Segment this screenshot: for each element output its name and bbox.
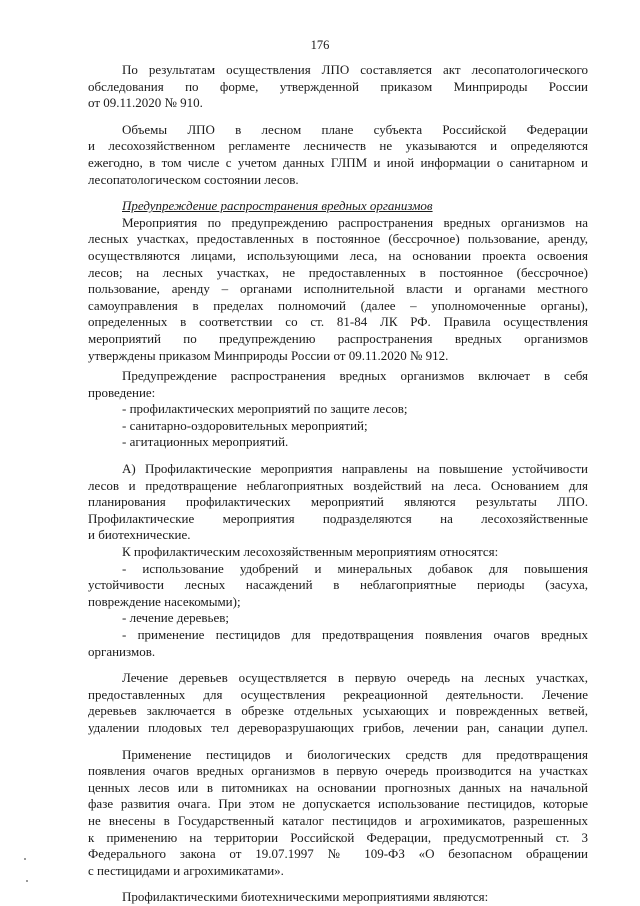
paragraph-forestry-measures: К профилактическим лесохозяйственным мероприятиям относятся: xyxy=(122,544,499,560)
text-line: и лесохозяйственном регламенте лесничеств не указываются и определяются xyxy=(88,138,588,154)
text-line: фазе развития очага. При этом не допускается использование пестицидов, которые xyxy=(88,796,588,812)
paragraph-biotechnical: Профилактическими биотехническими мероприятиями являются: xyxy=(122,889,489,905)
text-line: повреждение насекомыми); xyxy=(88,593,241,609)
text-line: Профилактические мероприятия подразделяются на лесохозяйственные xyxy=(88,510,588,526)
text-line: ценных лесов или в питомниках на основании прогнозных данных на начальной xyxy=(88,779,588,795)
page-body xyxy=(88,62,588,906)
text-line: Лечение деревьев осуществляется в первую очередь на лесных участках, xyxy=(122,670,588,686)
scan-speck xyxy=(26,880,28,882)
list-item: - использование удобрений и минеральных добавок для повышения xyxy=(122,560,588,576)
paragraph-lpo-act xyxy=(88,62,588,112)
list-item: - агитационных мероприятий. xyxy=(122,434,289,450)
text-line: и биотехнические. xyxy=(88,527,191,543)
text-line: обследования по форме, утвержденной приказом Минприроды России xyxy=(88,78,588,94)
text-line: Федерального закона от 19.07.1997 № 109-ФЗ «О безопасном обращении xyxy=(88,846,588,862)
text-line: лесов; на лесных участках, не предоставленных в постоянное (бессрочное) xyxy=(88,264,588,280)
text-line: А) Профилактические мероприятия направлены на повышение устойчивости xyxy=(122,461,588,477)
page-number: 176 xyxy=(310,38,330,52)
list-item: - лечение деревьев; xyxy=(122,610,229,626)
text-line: планирования профилактических мероприятий являются результаты ЛПО. xyxy=(88,494,588,510)
text-line: от 09.11.2020 № 910. xyxy=(88,95,203,111)
text-line: определенных в соответствии со ст. 81-84 ЛК РФ. Правила осуществления xyxy=(88,314,588,330)
text-line: с пестицидами и агрохимикатами». xyxy=(88,862,284,878)
paragraph-pesticides xyxy=(88,747,588,880)
scan-speck xyxy=(24,858,26,860)
list-prevention-types xyxy=(88,401,588,451)
paragraph-tree-treatment xyxy=(88,670,588,736)
text-line: организмов. xyxy=(88,643,156,659)
text-line: По результатам осуществления ЛПО составляется акт лесопатологического xyxy=(122,62,588,77)
text-line: утверждены приказом Минприроды России от 09.11.2020 № 912. xyxy=(88,347,449,363)
text-line: появления очагов вредных организмов в первую очередь производится на участках xyxy=(88,763,588,779)
text-line: пользование, аренду – органами исполнительной власти и органами местного xyxy=(88,281,588,297)
text-line: деревьев заключается в обрезке отдельных усыхающих и поврежденных ветвей, xyxy=(88,703,588,719)
text-line: осуществляются лицами, использующими леса, на основании проекта освоения xyxy=(88,247,588,263)
text-line: Объемы ЛПО в лесном плане субъекта Российской Федерации xyxy=(122,121,588,137)
text-line: удалении плодовых тел дереворазрушающих грибов, лечении ран, санации дупел. xyxy=(88,719,588,735)
text-line: мероприятий по предупреждению распространения вредных организмов xyxy=(88,330,588,346)
paragraph-preventive-a xyxy=(88,461,588,544)
paragraph-prevention-measures xyxy=(88,215,588,364)
section-heading: Предупреждение распространения вредных организмов xyxy=(122,198,433,214)
paragraph-prevention-includes xyxy=(88,368,588,401)
text-line: лесопатологическом состоянии лесов. xyxy=(88,171,299,187)
list-item: - санитарно-оздоровительных мероприятий; xyxy=(122,417,368,433)
list-item: - профилактических мероприятий по защите лесов; xyxy=(122,401,408,417)
text-line: не внесены в Государственный каталог пестицидов и агрохимикатов, разрешенных xyxy=(88,812,588,828)
text-line: Предупреждение распространения вредных организмов включает в себя xyxy=(122,368,588,384)
text-line: устойчивости лесных насаждений в неблагоприятные периоды (засуха, xyxy=(88,577,588,593)
list-forestry-measures xyxy=(88,561,588,661)
text-line: к применению на территории Российской Федерации, предусмотренный ст. 3 xyxy=(88,829,588,845)
text-line: проведение: xyxy=(88,384,156,400)
text-line: самоуправления в пределах полномочий (далее – уполномоченные органы), xyxy=(88,297,588,313)
paragraph-lpo-volumes xyxy=(88,122,588,188)
text-line: лесов и предотвращение неблагоприятных воздействий на леса. Основанием для xyxy=(88,477,588,493)
text-line: Мероприятия по предупреждению распространения вредных организмов на xyxy=(122,214,588,230)
list-item: - применение пестицидов для предотвращения появления очагов вредных xyxy=(122,627,588,642)
text-line: Применение пестицидов и биологических средств для предотвращения xyxy=(122,746,588,762)
text-line: предоставленных для осуществления рекреационной деятельности. Лечение xyxy=(88,686,588,702)
text-line: ежегодно, в том числе с учетом данных ГЛПМ и иной информации о санитарном и xyxy=(88,154,588,170)
text-line: лесных участках, предоставленных в постоянное (бессрочное) пользование, аренду, xyxy=(88,231,588,247)
